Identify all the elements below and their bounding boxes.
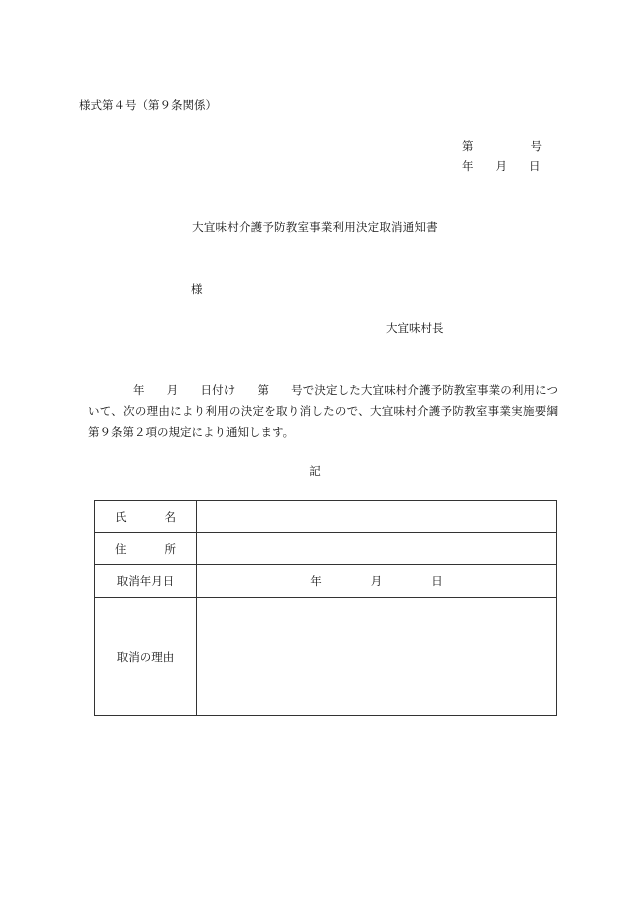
issue-date-day: 日: [529, 159, 541, 173]
name-label: 氏 名: [95, 501, 197, 533]
table-row-name: [95, 501, 557, 533]
reason-field[interactable]: [197, 598, 557, 716]
address-label: 住 所: [95, 533, 197, 565]
doc-number-prefix: 第: [462, 139, 474, 153]
document-number: [462, 138, 542, 154]
doc-number-suffix: 号: [530, 139, 542, 153]
cancel-date-field[interactable]: 年 月 日: [197, 565, 557, 598]
issue-date-month: 月: [495, 159, 507, 173]
body-main-text: 号で決定した大宜味村介護予防教室事業の利用について、次の理由により利用の決定を取り消したので、大宜味村介護予防教室事業実施要綱第９条第２項の規定により通知します。: [88, 383, 559, 439]
issue-date-year: 年: [462, 159, 474, 173]
form-number: 様式第４号（第９条関係）: [79, 98, 217, 112]
table-row-reason: [95, 598, 557, 716]
ki-marker: 記: [309, 464, 321, 478]
reason-label: 取消の理由: [95, 598, 197, 716]
cancel-date-label: 取消年月日: [95, 565, 197, 598]
body-month: 月: [166, 383, 179, 397]
body-year: 年: [133, 383, 145, 397]
address-field[interactable]: [197, 533, 557, 565]
table-row-address: [95, 533, 557, 565]
body-paragraph: [88, 380, 558, 443]
issue-date: [462, 158, 541, 174]
document-title: 大宜味村介護予防教室事業利用決定取消通知書: [192, 220, 438, 234]
issuer: 大宜味村長: [386, 321, 444, 335]
info-table: [94, 500, 557, 716]
addressee: 様: [191, 282, 203, 296]
body-number-prefix: 第: [257, 383, 270, 397]
body-dated: 日付け: [200, 383, 236, 397]
name-field[interactable]: [197, 501, 557, 533]
table-row-cancel-date: [95, 565, 557, 598]
